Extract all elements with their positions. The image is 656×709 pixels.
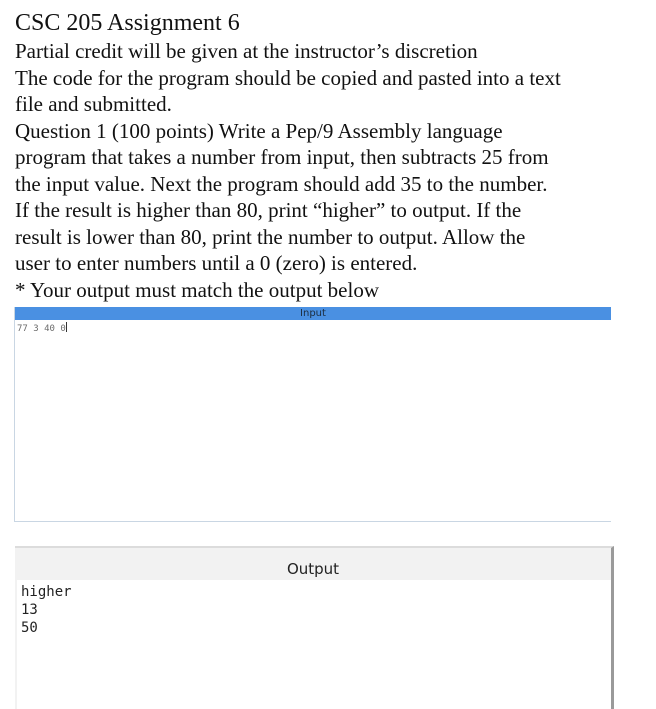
output-line: 13: [21, 602, 38, 618]
instruction-line: The code for the program should be copied and pasted into a text: [15, 65, 561, 90]
input-value: 77 3 40 0: [17, 324, 66, 334]
assignment-document: [15, 8, 625, 303]
instruction-line: * Your output must match the output below: [15, 277, 379, 302]
output-line: higher: [21, 584, 72, 600]
instruction-line: Partial credit will be given at the instructor’s discretion: [15, 39, 478, 63]
instruction-line: file and submitted.: [15, 92, 172, 116]
output-textarea[interactable]: [17, 580, 611, 709]
instruction-line: user to enter numbers until a 0 (zero) is entered.: [15, 251, 418, 275]
instruction-line: program that takes a number from input, then subtracts 25 from: [15, 145, 549, 169]
input-textarea[interactable]: [15, 320, 611, 337]
instruction-line: the input value. Next the program should add 35 to the number.: [15, 171, 548, 196]
input-panel-header: Input: [15, 307, 611, 320]
instruction-line: If the result is higher than 80, print “higher” to output. If the: [15, 198, 522, 222]
instruction-line: result is lower than 80, print the number to output. Allow the: [15, 224, 526, 249]
output-panel-header: Output: [286, 560, 340, 578]
instruction-line: Question 1 (100 points) Write a Pep/9 Assembly language: [15, 118, 503, 143]
text-caret: [66, 322, 67, 332]
input-panel: [14, 307, 611, 522]
assignment-title: CSC 205 Assignment 6: [15, 10, 240, 36]
output-line: 50: [21, 620, 38, 636]
output-panel: [15, 546, 614, 709]
